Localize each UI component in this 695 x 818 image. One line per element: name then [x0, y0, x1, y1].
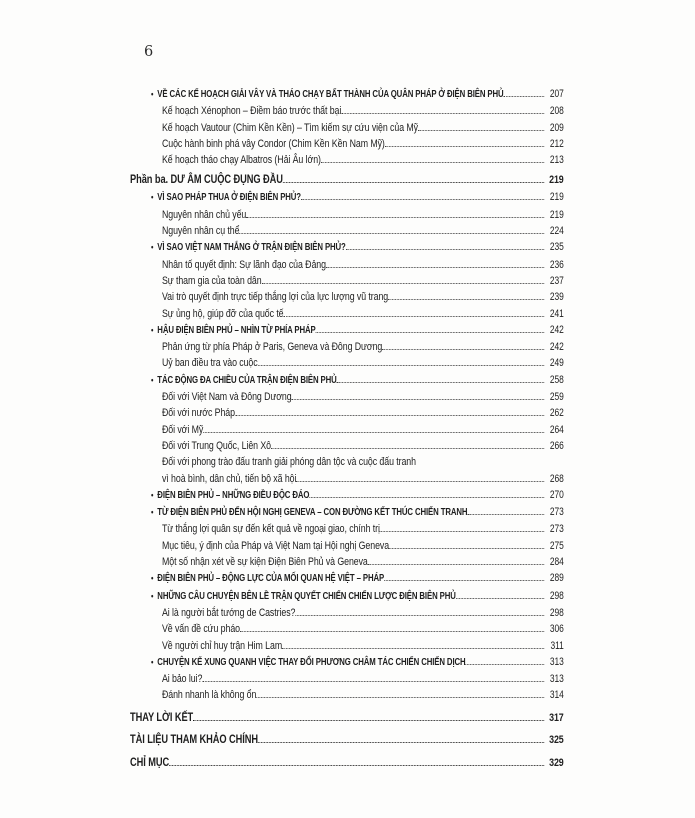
- dot-leader: [262, 283, 545, 284]
- page-number-ref: 329: [549, 757, 564, 770]
- toc-entry-label: Kế hoạch Xénophon – Điềm báo trước thất bại: [161, 105, 342, 118]
- page-number-ref: 284: [549, 556, 564, 569]
- toc-entry-label: Đối với Trung Quốc, Liên Xô: [161, 439, 271, 452]
- dot-leader: [301, 199, 544, 200]
- bullet-icon: •: [151, 324, 154, 335]
- page-number-ref: 275: [549, 539, 564, 552]
- page-number-ref: 242: [549, 341, 564, 354]
- page-number-ref: 237: [549, 274, 564, 287]
- toc-entry: [130, 487, 564, 504]
- dot-leader: [504, 96, 545, 97]
- toc-entry-label: Kế hoạch Vautour (Chim Kền Kền) – Tìm kiếm sự cứu viện của Mỹ: [161, 121, 418, 134]
- page-number-ref: 242: [549, 323, 564, 336]
- toc-entry: [130, 554, 564, 570]
- page-number-ref: 289: [549, 572, 564, 585]
- toc-entry-label: Đánh nhanh là không ổn: [161, 689, 257, 702]
- dot-leader: [346, 249, 544, 250]
- dot-leader: [296, 481, 544, 482]
- toc-entry: [130, 339, 564, 355]
- toc-entry: [130, 730, 564, 750]
- bullet-icon: •: [151, 573, 154, 584]
- toc-entry-label: Đối với Việt Nam và Đông Dương: [161, 391, 292, 404]
- toc-entry-label: Phản ứng từ phía Pháp ở Paris, Geneva và Đông Dương: [161, 341, 383, 354]
- toc-entry-label: Đối với nước Pháp: [161, 407, 235, 420]
- page-number-ref: 239: [549, 291, 564, 304]
- toc-entry-label: VÌ SAO VIỆT NAM THẮNG Ở TRẬN ĐIỆN BIÊN PHỦ?: [157, 242, 346, 254]
- toc-entry: [130, 753, 564, 773]
- dot-leader: [283, 182, 544, 183]
- page-number-ref: 314: [549, 689, 564, 702]
- bullet-icon: •: [151, 89, 154, 99]
- page-number-ref: 241: [549, 307, 564, 320]
- toc-entry: [130, 570, 564, 587]
- toc-entry-label: HẬU ĐIỆN BIÊN PHỦ – NHÌN TỪ PHÍA PHÁP: [157, 324, 316, 336]
- toc-entry-label: Nhân tố quyết định: Sự lãnh đạo của Đảng: [161, 258, 326, 271]
- toc-entry: [130, 306, 564, 322]
- toc-entry-label: Về người chỉ huy trận Him Lam: [161, 639, 283, 652]
- page-number-ref: 273: [549, 523, 564, 536]
- dot-leader: [382, 349, 544, 350]
- page-number-ref: 235: [549, 241, 564, 254]
- toc-entry: [130, 322, 564, 339]
- toc-entry-label: CHỈ MỤC: [130, 755, 170, 770]
- dot-leader: [418, 130, 544, 131]
- bullet-icon: •: [151, 489, 154, 500]
- bullet-icon: •: [151, 374, 154, 385]
- toc-entry: [130, 638, 564, 654]
- dot-leader: [202, 681, 544, 682]
- toc-entry-label: TÁC ĐỘNG ĐA CHIỀU CỦA TRẬN ĐIỆN BIÊN PHỦ: [157, 374, 337, 386]
- toc-entry-label: NHỮNG CÂU CHUYỆN BÊN LỀ TRẬN QUYẾT CHIẾN CHIẾN LƯỢC ĐIỆN BIÊN PHỦ: [157, 590, 456, 602]
- toc-entry: [130, 257, 564, 273]
- page-number-ref: 273: [549, 506, 564, 519]
- bullet-icon: •: [151, 242, 154, 253]
- toc-entry: [130, 355, 564, 371]
- toc-entry: [130, 207, 564, 223]
- page-number-ref: 317: [549, 711, 564, 724]
- dot-leader: [341, 113, 544, 114]
- dot-leader: [326, 267, 544, 268]
- dot-leader: [456, 598, 544, 599]
- dot-leader: [467, 514, 544, 515]
- toc-entry: [130, 438, 564, 454]
- dot-leader: [380, 531, 544, 532]
- toc-entry-label: Về vấn đề cứu pháo: [161, 623, 240, 636]
- dot-leader: [240, 631, 544, 632]
- page-number-ref: 311: [550, 639, 564, 652]
- toc-entry: [130, 136, 564, 152]
- toc-entry: [130, 223, 564, 239]
- toc-entry: [130, 86, 564, 103]
- dot-leader: [256, 697, 544, 698]
- toc-entry: [130, 152, 564, 168]
- dot-leader: [203, 432, 544, 433]
- dot-leader: [258, 742, 544, 743]
- bullet-icon: •: [151, 590, 154, 601]
- page-number-ref: 259: [549, 391, 564, 404]
- toc-entry-label: Đối với phong trào đấu tranh giải phóng dân tộc và cuộc đấu tranh: [161, 456, 416, 469]
- toc-entry-label: Vai trò quyết định trực tiếp thắng lợi của lực lượng vũ trang: [161, 291, 389, 304]
- toc-entry-label: CHUYỆN KỂ XUNG QUANH VIỆC THAY ĐỔI PHƯƠNG CHÂM TÁC CHIẾN CHIẾN DỊCH: [157, 656, 466, 668]
- dot-leader: [169, 765, 544, 766]
- page-number-ref: 325: [549, 734, 564, 747]
- page-number-ref: 270: [549, 488, 564, 501]
- dot-leader: [337, 382, 545, 383]
- dot-leader: [466, 664, 545, 665]
- page-number-ref: 313: [549, 655, 564, 668]
- dot-leader: [235, 415, 544, 416]
- page-number-ref: 268: [549, 472, 564, 485]
- page-number-ref: 258: [549, 373, 564, 386]
- page-number-ref: 264: [549, 423, 564, 436]
- toc-entry: [130, 621, 564, 637]
- toc-entry-label: Phần ba. DƯ ÂM CUỘC ĐỤNG ĐẦU: [130, 172, 283, 187]
- page-number-ref: 266: [549, 439, 564, 452]
- toc-entry-label: VỀ CÁC KẾ HOẠCH GIẢI VÂY VÀ THÁO CHẠY BẤT THÀNH CỦA QUÂN PHÁP Ở ĐIỆN BIÊN PHỦ: [157, 89, 504, 100]
- toc-entry: [130, 708, 564, 728]
- toc-entry-label: VÌ SAO PHÁP THUA Ở ĐIỆN BIÊN PHỦ?: [157, 192, 301, 204]
- page-number-ref: 208: [549, 105, 564, 118]
- dot-leader: [368, 564, 544, 565]
- toc-entry-label: ĐIỆN BIÊN PHỦ – ĐỘNG LỰC CỦA MỐI QUAN HỆ VIỆT – PHÁP: [157, 573, 385, 585]
- toc-entry-label: THAY LỜI KẾT: [130, 709, 194, 724]
- toc-entry-label: Ai bảo lui?: [161, 673, 203, 686]
- toc-entry-label: Mục tiêu, ý định của Pháp và Việt Nam tại Hội nghị Geneva: [161, 539, 390, 552]
- toc-entry: [130, 189, 564, 206]
- toc-entry: [130, 239, 564, 256]
- dot-leader: [284, 316, 545, 317]
- toc-entry: [130, 389, 564, 405]
- toc-entry-label: Sự ủng hộ, giúp đỡ của quốc tế: [161, 307, 284, 320]
- page-number-ref: 249: [549, 357, 564, 370]
- table-of-contents: [130, 86, 564, 774]
- toc-entry: [130, 372, 564, 389]
- toc-entry-label: Nguyên nhân cụ thể: [161, 225, 240, 238]
- toc-entry: [130, 405, 564, 421]
- dot-leader: [239, 233, 544, 234]
- page-number-ref: 224: [549, 225, 564, 238]
- toc-entry: [130, 687, 564, 703]
- page-number-ref: 306: [549, 623, 564, 636]
- page-number-ref: 313: [549, 673, 564, 686]
- dot-leader: [292, 399, 545, 400]
- page-number: 6: [144, 44, 154, 60]
- toc-entry: [130, 120, 564, 136]
- toc-entry: [130, 605, 564, 621]
- page-number-ref: 298: [549, 606, 564, 619]
- bullet-icon: •: [151, 656, 154, 667]
- toc-entry: [130, 521, 564, 537]
- toc-entry: [130, 273, 564, 289]
- toc-entry: [130, 103, 564, 119]
- page-number-ref: 236: [549, 258, 564, 271]
- dot-leader: [258, 365, 545, 366]
- toc-entry-label: Uỷ ban điều tra vào cuộc: [161, 357, 258, 370]
- toc-entry-continuation: [130, 471, 564, 487]
- page-number-ref: 207: [549, 88, 564, 100]
- toc-entry-label: Ai là người bắt tướng de Castries?: [161, 606, 296, 619]
- page-number-ref: 219: [549, 208, 564, 221]
- toc-entry-label: Sự tham gia của toàn dân: [161, 274, 262, 287]
- toc-entry-label: TÀI LIỆU THAM KHẢO CHÍNH: [130, 732, 258, 747]
- toc-entry-label: Đối với Mỹ: [161, 423, 204, 436]
- dot-leader: [282, 648, 544, 649]
- toc-entry-label: vì hoà bình, dân chủ, tiến bộ xã hội: [161, 472, 297, 485]
- toc-entry-label: Cuộc hành binh phá vây Condor (Chim Kền Kền Nam Mỹ): [161, 137, 385, 150]
- page-number-ref: 262: [549, 407, 564, 420]
- toc-entry-label: Nguyên nhân chủ yếu: [161, 208, 247, 221]
- dot-leader: [271, 448, 544, 449]
- toc-entry: [130, 588, 564, 605]
- toc-entry: [130, 422, 564, 438]
- toc-entry-label: TỪ ĐIỆN BIÊN PHỦ ĐẾN HỘI NGHỊ GENEVA – CON ĐƯỜNG KẾT THÚC CHIẾN TRANH: [157, 507, 468, 519]
- bullet-icon: •: [151, 192, 154, 203]
- toc-entry-label: Từ thắng lợi quân sự đến kết quả về ngoại giao, chính trị: [161, 523, 380, 536]
- page-number-ref: 213: [549, 154, 564, 167]
- dot-leader: [321, 162, 544, 163]
- toc-entry-label: Một số nhận xét về sự kiện Điện Biên Phủ và Geneva: [161, 556, 368, 569]
- page-number-ref: 209: [549, 121, 564, 134]
- dot-leader: [193, 720, 544, 721]
- dot-leader: [316, 332, 545, 333]
- bullet-icon: •: [151, 507, 154, 518]
- page-number-ref: 298: [549, 589, 564, 602]
- dot-leader: [388, 299, 544, 300]
- dot-leader: [246, 217, 544, 218]
- dot-leader: [385, 146, 544, 147]
- page-number-ref: 219: [549, 174, 564, 187]
- toc-entry: [130, 538, 564, 554]
- toc-entry: [130, 289, 564, 305]
- dot-leader: [389, 548, 544, 549]
- toc-entry-label: ĐIỆN BIÊN PHỦ – NHỮNG ĐIỀU ĐỘC ĐÁO: [157, 489, 310, 501]
- dot-leader: [384, 580, 544, 581]
- toc-entry: [130, 454, 564, 470]
- toc-entry: [130, 170, 564, 189]
- toc-entry: [130, 671, 564, 687]
- toc-entry: [130, 504, 564, 521]
- page-number-ref: 212: [549, 137, 564, 150]
- dot-leader: [295, 615, 544, 616]
- toc-entry: [130, 654, 564, 671]
- dot-leader: [309, 497, 544, 498]
- toc-entry-label: Kế hoạch tháo chạy Albatros (Hải Âu lớn): [161, 154, 321, 167]
- page-number-ref: 219: [549, 191, 564, 204]
